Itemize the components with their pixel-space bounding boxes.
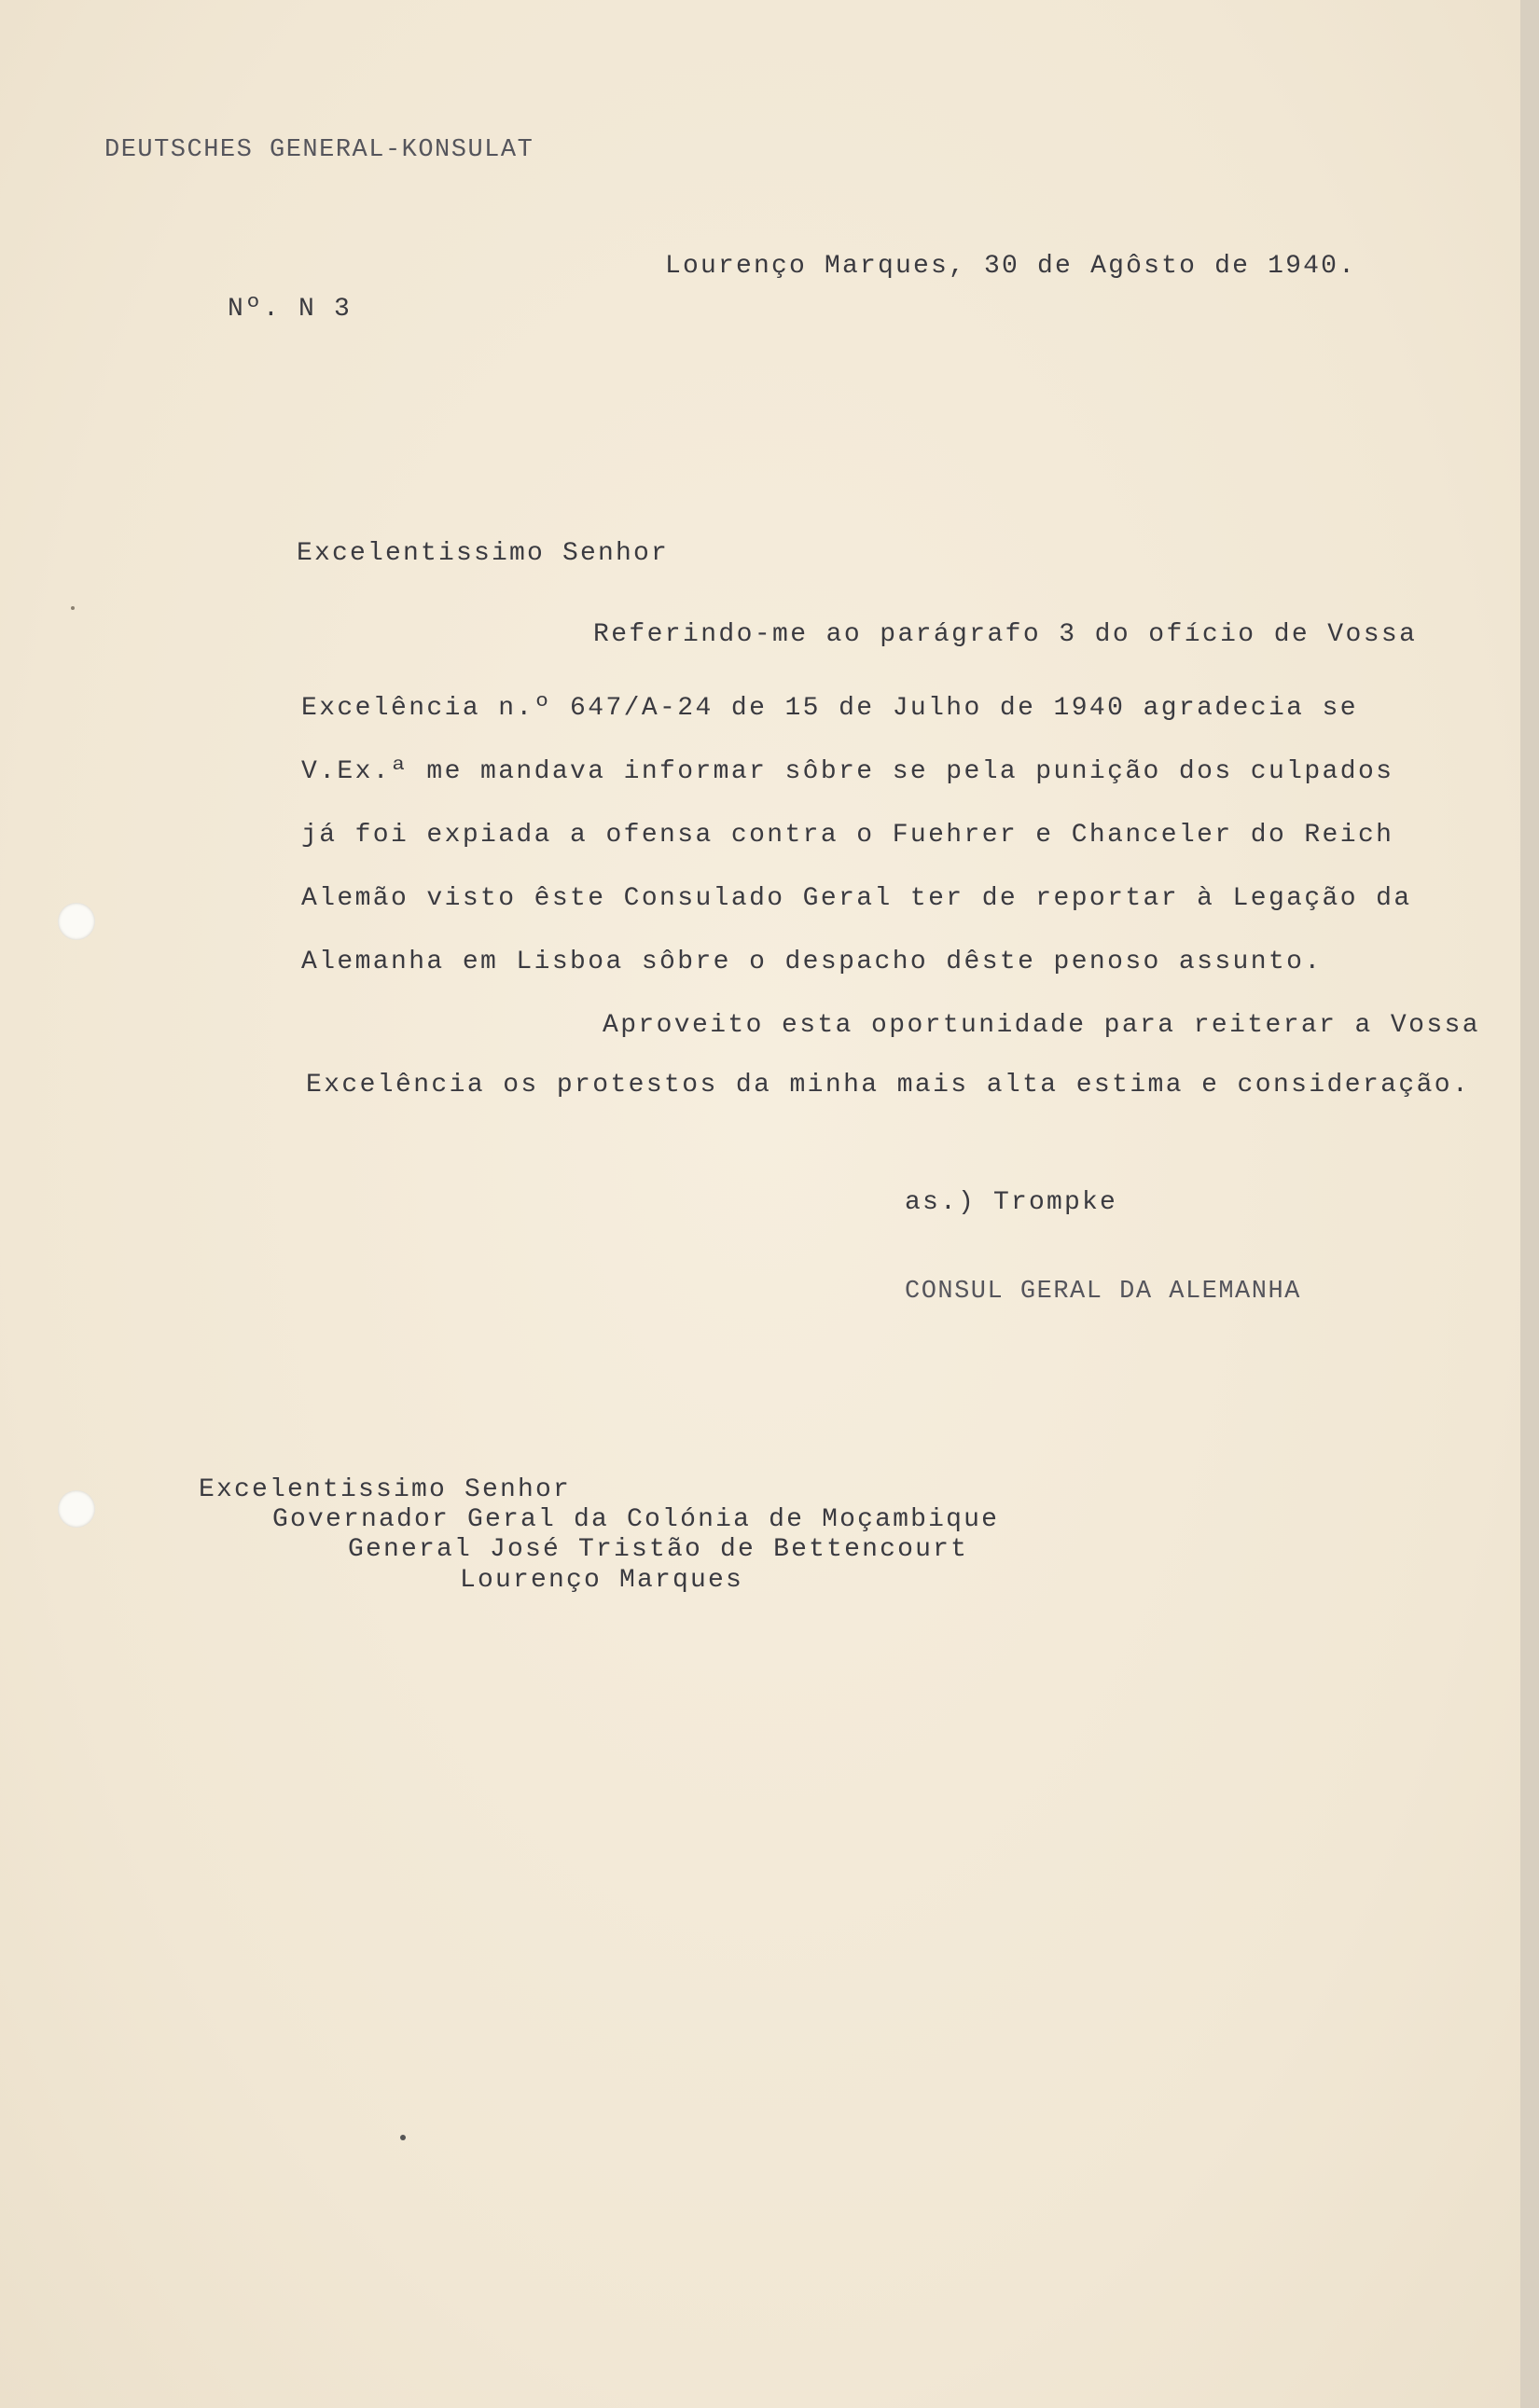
salutation: Excelentissimo Senhor (297, 539, 670, 568)
ink-speck (71, 606, 75, 610)
body-line: Excelência n.º 647/A-24 de 15 de Julho de 1940 agradecia se (301, 694, 1358, 723)
letterhead: DEUTSCHES GENERAL-KONSULAT (104, 136, 534, 164)
place-date: Lourenço Marques, 30 de Agôsto de 1940. (665, 252, 1357, 281)
body-line: já foi expiada a ofensa contra o Fuehrer e Chanceler do Reich (301, 821, 1394, 850)
punch-hole-top (58, 903, 95, 940)
body-line: Aproveito esta oportunidade para reiterar a Vossa (603, 1011, 1480, 1040)
punch-hole-bottom (58, 1490, 95, 1528)
addressee-line: Governador Geral da Colónia de Moçambique (272, 1505, 1000, 1534)
addressee-line: General José Tristão de Bettencourt (348, 1535, 969, 1564)
body-line: V.Ex.ª me mandava informar sôbre se pela punição dos culpados (301, 757, 1394, 786)
signature-line: as.) Trompke (905, 1188, 1118, 1217)
body-line: Alemanha em Lisboa sôbre o despacho dêste penoso assunto. (301, 948, 1323, 976)
reference-number: Nº. N 3 (228, 295, 353, 324)
body-line: Referindo-me ao parágrafo 3 do ofício de Vossa (593, 620, 1418, 649)
addressee-line: Lourenço Marques (460, 1566, 744, 1595)
ink-speck (400, 2135, 406, 2140)
body-line: Alemão visto êste Consulado Geral ter de reportar à Legação da (301, 884, 1412, 913)
body-line: Excelência os protestos da minha mais alta estima e consideração. (306, 1071, 1471, 1100)
addressee-line: Excelentissimo Senhor (199, 1475, 572, 1504)
signature-title: CONSUL GERAL DA ALEMANHA (905, 1278, 1301, 1306)
